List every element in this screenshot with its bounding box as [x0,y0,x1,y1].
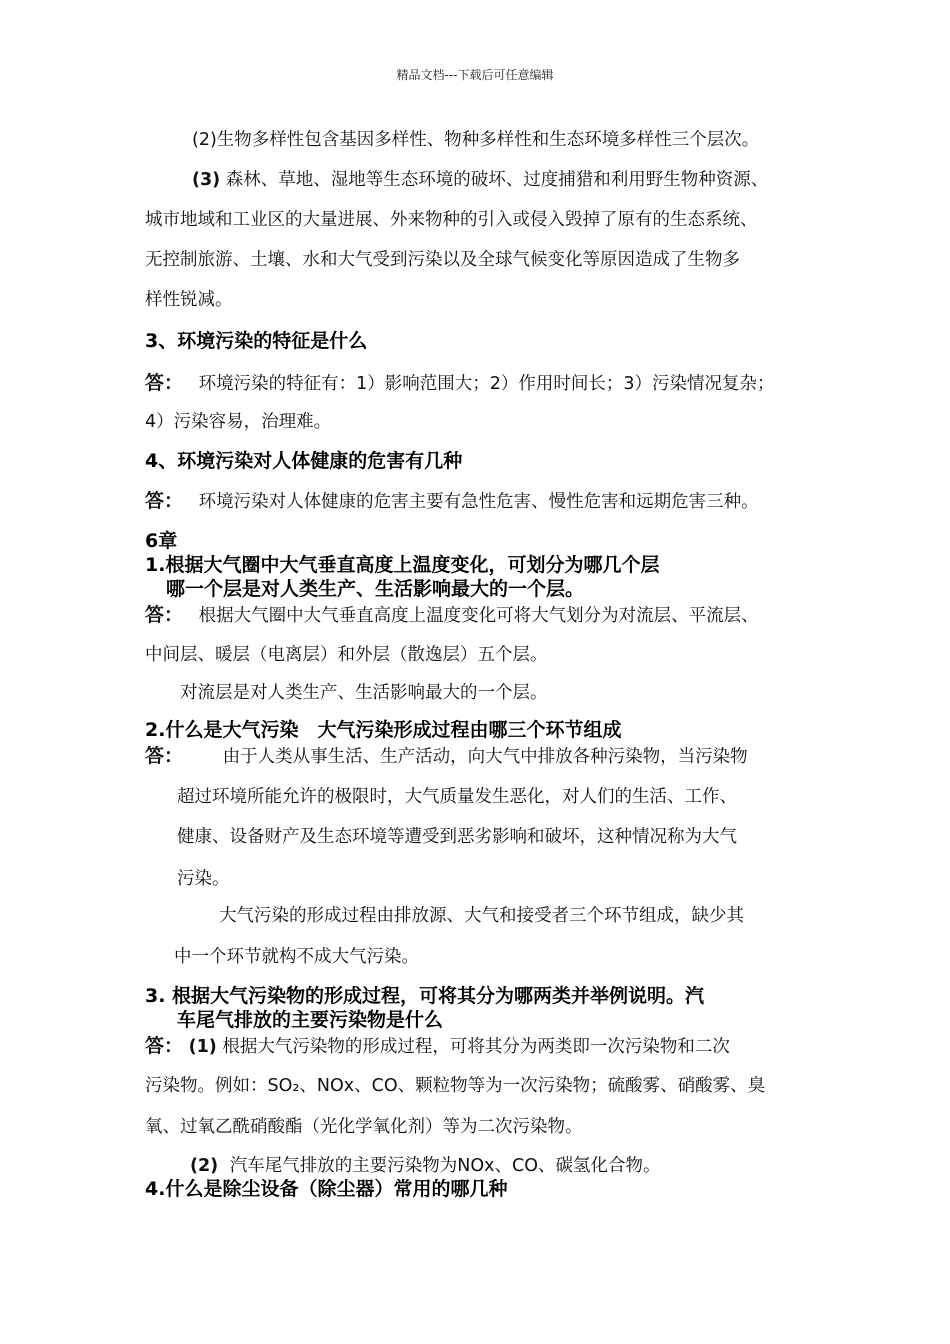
answer-label: 答： [145,490,184,512]
c3-answer-line-3: 氧、过氧乙酰硝酸酯（光化学氧化剂）等为二次污染物。 [145,1117,583,1137]
c3-answer-line-1 [145,1031,730,1058]
c2-answer-line-5: 大气污染的形成过程由排放源、大气和接受者三个环节组成，缺少其 [219,906,744,926]
answer-text: 环境污染对人体健康的危害主要有急性危害、慢性危害和远期危害三种。 [198,492,759,512]
answer-text: 根据大气圈中大气垂直高度上温度变化可将大气划分为对流层、平流层、 [198,606,759,626]
c4-title: 4.什么是除尘设备（除尘器）常用的哪几种 [145,1178,508,1200]
c2-title: 2.什么是大气污染 大气污染形成过程由哪三个环节组成 [145,719,622,741]
answer-label: 答： [145,745,184,767]
answer-label: 答： [145,372,184,394]
c3-answer-line-2: 污染物。例如：SO₂、NOx、CO、颗粒物等为一次污染物；硫酸雾、硝酸雾、臭 [145,1076,766,1096]
answer-label: 答： [145,604,184,626]
c3-title-line-2: 车尾气排放的主要污染物是什么 [177,1009,444,1031]
paragraph-3-text: 森林、草地、湿地等生态环境的破坏、过度捕猎和利用野生物种资源、 [225,170,769,190]
c1-answer-line-2: 中间层、暖层（电离层）和外层（散逸层）五个层。 [145,645,548,665]
c1-title-line-1: 1.根据大气圈中大气垂直高度上温度变化，可划分为哪几个层 [145,554,660,576]
question-3-answer-line-1 [145,368,775,395]
chapter-heading: 6章 [145,530,178,552]
question-4-title: 4、环境污染对人体健康的危害有几种 [145,450,463,472]
c2-answer-line-1 [145,741,748,768]
item-number: (2) [190,1156,219,1176]
c1-answer-line-1 [145,600,759,627]
paragraph-3-line-4: 样性锐减。 [145,290,233,310]
c2-answer-line-2: 超过环境所能允许的极限时，大气质量发生恶化，对人们的生活、工作、 [177,787,737,807]
question-4-answer-line-1 [145,486,759,513]
paragraph-2: (2)生物多样性包含基因多样性、物种多样性和生态环境多样性三个层次。 [192,130,760,150]
answer-text: 环境污染的特征有：1）影响范围大；2）作用时间长；3）污染情况复杂； [198,374,775,394]
paragraph-3-line-1 [192,166,768,191]
answer-text: 根据大气污染物的形成过程，可将其分为两类即一次污染物和二次 [222,1037,730,1057]
c1-answer-line-3: 对流层是对人类生产、生活影响最大的一个层。 [180,683,548,703]
c2-answer-line-3: 健康、设备财产及生态环境等遭受到恶劣影响和破坏，这种情况称为大气 [177,827,737,847]
paragraph-3-line-2: 城市地域和工业区的大量进展、外来物种的引入或侵入毁掉了原有的生态系统、 [145,210,758,230]
answer-text: 汽车尾气排放的主要污染物为NOx、CO、碳氢化合物。 [229,1156,661,1176]
c2-answer-line-4: 污染。 [177,869,230,889]
item-number: (1) [188,1037,217,1057]
c1-title-line-2: 哪一个层是对人类生产、生活影响最大的一个层。 [166,578,585,600]
answer-text: 由于人类从事生活、生产活动，向大气中排放各种污染物，当污染物 [222,747,748,767]
question-3-answer-line-2: 4）污染容易，治理难。 [145,412,332,432]
c3-title-line-1: 3. 根据大气污染物的形成过程，可将其分为哪两类并举例说明。汽 [145,985,705,1007]
answer-label: 答： [145,1035,184,1057]
question-3-title: 3、环境污染的特征是什么 [145,330,368,352]
paragraph-3-number: (3) [192,170,221,190]
page-header: 精品文档---下载后可任意编辑 [396,68,554,82]
c2-answer-line-6: 中一个环节就构不成大气污染。 [174,947,419,967]
paragraph-3-line-3: 无控制旅游、土壤、水和大气受到污染以及全球气候变化等原因造成了生物多 [145,250,740,270]
